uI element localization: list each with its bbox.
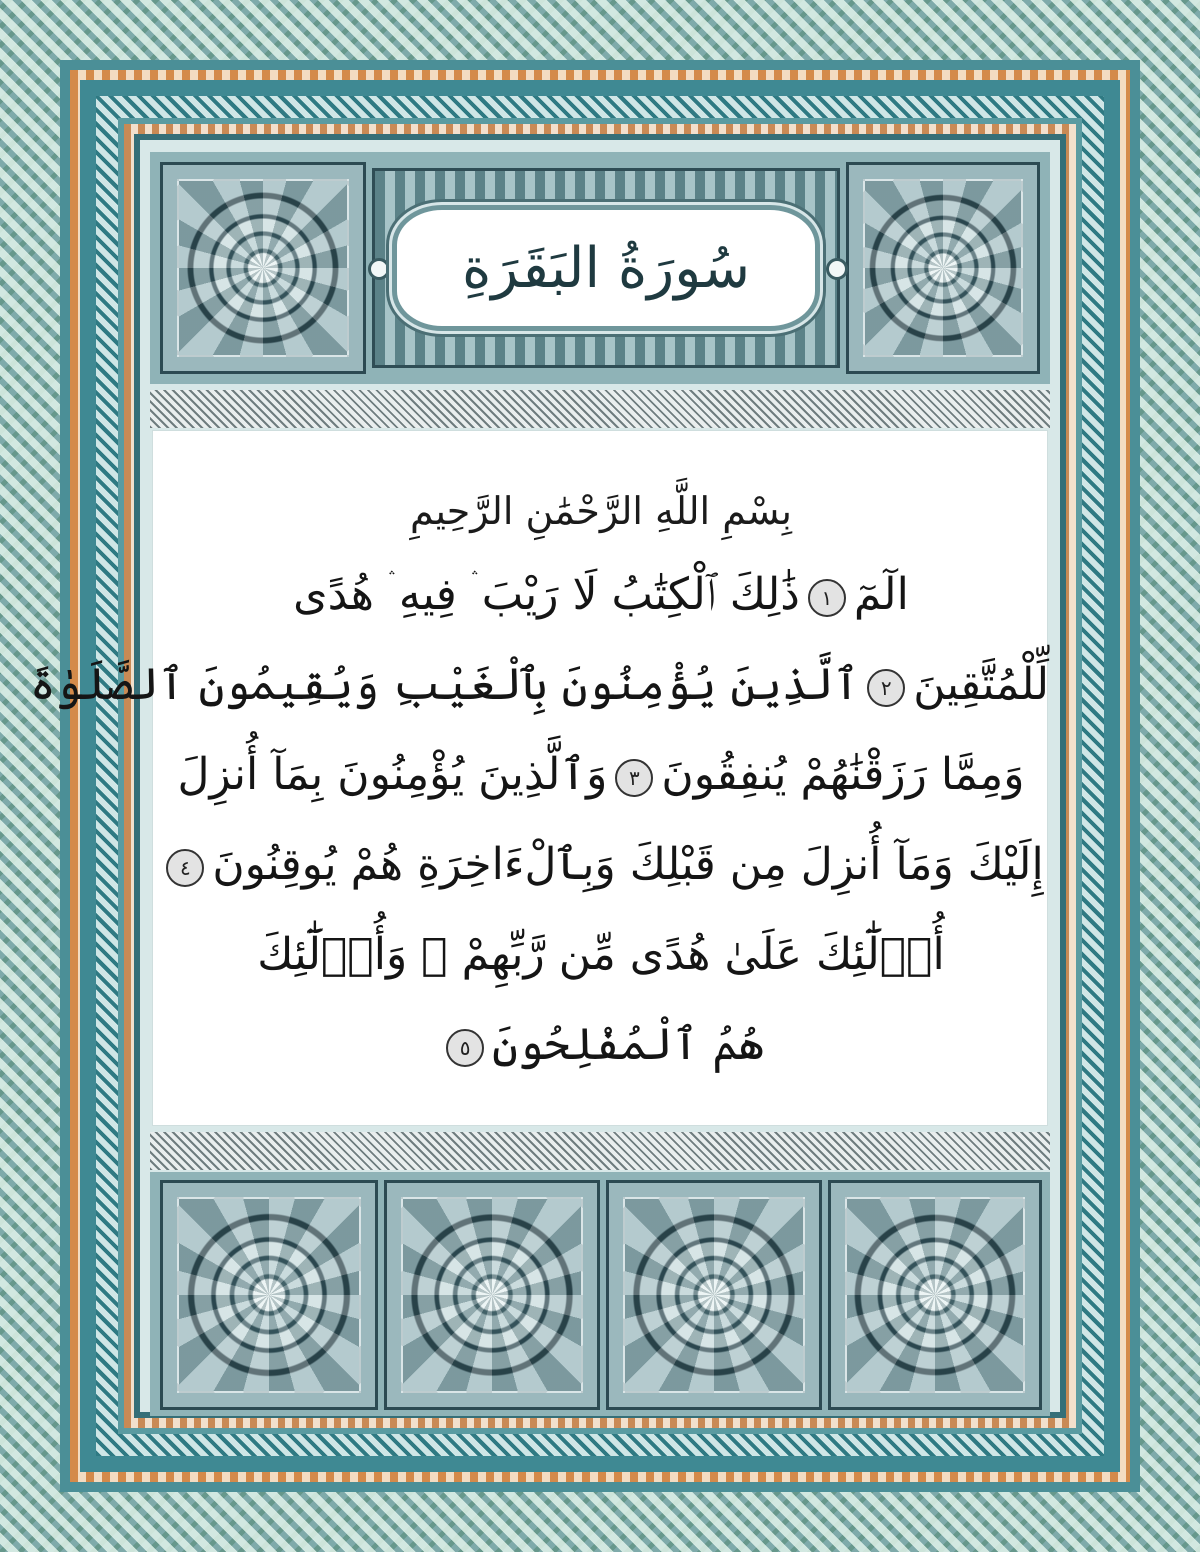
cartouche-knob-icon — [826, 258, 848, 280]
verse-text: ذَٰلِكَ ٱلْكِتَٰبُ لَا رَيْبَ ۛ فِيهِ ۛ هُدًى — [293, 569, 800, 620]
verse-text: وَمِمَّا رَزَقْنَٰهُمْ يُنفِقُونَ — [661, 749, 1025, 800]
cartouche-knob-icon — [368, 258, 390, 280]
verse-line — [29, 659, 1049, 710]
geometric-tile-icon — [606, 1180, 822, 1410]
verse-line — [153, 929, 1049, 980]
verse-text: لِّلْمُتَّقِينَ — [913, 659, 1049, 710]
verse-line — [153, 749, 1049, 800]
verse-text: إِلَيْكَ وَمَآ أُنزِلَ مِن قَبْلِكَ وَبِٱلْءَاخِرَةِ هُمْ يُوقِنُونَ — [212, 839, 1044, 890]
lattice-separator — [150, 390, 1050, 428]
lattice-separator — [150, 1132, 1050, 1170]
verse-text-area — [29, 430, 1049, 1126]
ayah-number-marker: ١ — [808, 579, 846, 617]
surah-title-cartouche — [392, 205, 820, 331]
verse-text: هُمُ ٱلْمُفْلِحُونَ — [492, 1019, 764, 1070]
geometric-tile-icon — [846, 162, 1040, 374]
verse-text: وَٱلَّذِينَ يُؤْمِنُونَ بِمَآ أُنزِلَ — [177, 749, 608, 800]
ayah-number-marker: ٢ — [867, 669, 905, 707]
geometric-tile-icon — [828, 1180, 1042, 1410]
verse-line — [153, 569, 1049, 620]
verse-line — [153, 1019, 1049, 1070]
ayah-number-marker: ٤ — [166, 849, 204, 887]
ayah-number-marker: ٥ — [446, 1029, 484, 1067]
geometric-tile-icon — [160, 162, 366, 374]
verse-text: ٱلَّذِينَ يُؤْمِنُونَ بِٱلْغَيْبِ وَيُقِيمُونَ ٱلصَّلَوٰةَ — [29, 659, 860, 710]
verse-text: الٓمٓ — [853, 569, 909, 620]
verse-line — [153, 839, 1049, 890]
basmala: بِسْمِ اللَّهِ الرَّحْمَٰنِ الرَّحِيمِ — [410, 489, 792, 533]
geometric-tile-icon — [384, 1180, 600, 1410]
verse-text: أُو۟لَٰٓئِكَ عَلَىٰ هُدًى مِّن رَّبِّهِمْ ۖ وَأُو۟لَٰٓئِكَ — [257, 929, 945, 980]
surah-title: سُورَةُ البَقَرَةِ — [461, 235, 751, 301]
ayah-number-marker: ٣ — [615, 759, 653, 797]
geometric-tile-icon — [160, 1180, 378, 1410]
